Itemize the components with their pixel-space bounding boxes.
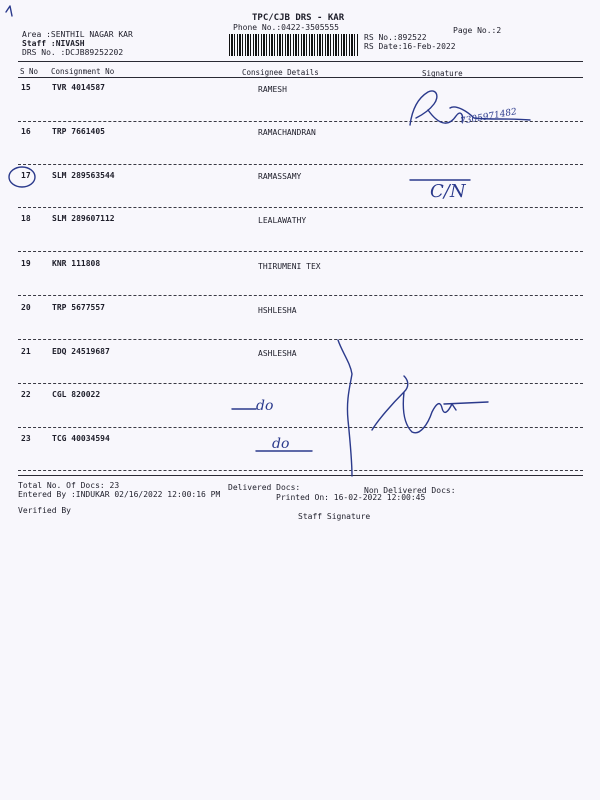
row-consignment-no: TRP 7661405: [52, 127, 105, 136]
staff-label: Staff :NIVASH: [22, 39, 85, 48]
row-s-no: 18: [21, 214, 31, 223]
row-s-no: 20: [21, 303, 31, 312]
column-header-s-no: S No: [20, 67, 39, 76]
row-consignment-no: TVR 4014587: [52, 83, 105, 92]
area-label: Area :SENTHIL NAGAR KAR: [22, 30, 133, 39]
rs-number: RS No.:892522: [364, 33, 427, 42]
drs-number: DRS No. :DCJB89252202: [22, 48, 124, 57]
row-consignee: LEALAWATHY: [258, 216, 307, 225]
handwritten-mark-row-17: C/N: [430, 181, 466, 202]
column-header-consignment: Consignment No: [51, 67, 115, 76]
row-consignee: THIRUMENI TEX: [258, 262, 321, 271]
verified-by: Verified By: [18, 506, 71, 515]
row-consignment-no: KNR 111808: [52, 259, 101, 268]
row-consignee: ASHLESHA: [258, 349, 297, 358]
row-consignment-no: EDQ 24519687: [52, 347, 110, 356]
corner-mark: [6, 6, 12, 16]
total-docs: Total No. Of Docs: 23: [18, 481, 120, 490]
phone-number: Phone No.:0422-3505555: [233, 23, 339, 32]
document-title: TPC/CJB DRS - KAR: [252, 13, 345, 23]
page-number: Page No.:2: [453, 26, 502, 35]
row-consignee: RAMESH: [258, 85, 287, 94]
printed-on: Printed On: 16-02-2022 12:00:45: [276, 493, 426, 502]
handwritten-ditto-row-23: do: [272, 436, 290, 452]
row-consignee: HSHLESHA: [258, 306, 297, 315]
row-consignment-no: TCG 40034594: [52, 434, 110, 443]
row-consignee: RAMASSAMY: [258, 172, 302, 181]
column-header-consignee: Consignee Details: [242, 68, 319, 77]
row-s-no: 19: [21, 259, 31, 268]
signature-row-22: [372, 376, 488, 433]
row-consignment-no: SLM 289607112: [52, 214, 115, 223]
row-consignment-no: TRP 5677557: [52, 303, 105, 312]
entered-by: Entered By :INDUKAR 02/16/2022 12:00:16 PM: [18, 490, 221, 499]
row-s-no: 21: [21, 347, 31, 356]
row-s-no: 15: [21, 83, 31, 92]
row-s-no: 23: [21, 434, 31, 443]
row-s-no: 22: [21, 390, 31, 399]
column-header-signature: Signature: [422, 69, 463, 78]
handwritten-number-row-15: 7305971482: [459, 107, 518, 127]
row-s-no: 16: [21, 127, 31, 136]
row-consignment-no: CGL 820022: [52, 390, 101, 399]
row-consignee: RAMACHANDRAN: [258, 128, 316, 137]
rs-date: RS Date:16-Feb-2022: [364, 42, 456, 51]
non-delivered-docs: Non Delivered Docs:: [364, 486, 456, 495]
circle-mark-row-17: [9, 167, 35, 187]
delivered-docs: Delivered Docs:: [228, 483, 301, 492]
handwritten-ditto-row-22: do: [256, 398, 274, 414]
bracket-mark: [338, 340, 352, 476]
staff-signature-label: Staff Signature: [298, 512, 371, 521]
row-consignment-no: SLM 289563544: [52, 171, 115, 180]
row-s-no: 17: [21, 171, 31, 180]
